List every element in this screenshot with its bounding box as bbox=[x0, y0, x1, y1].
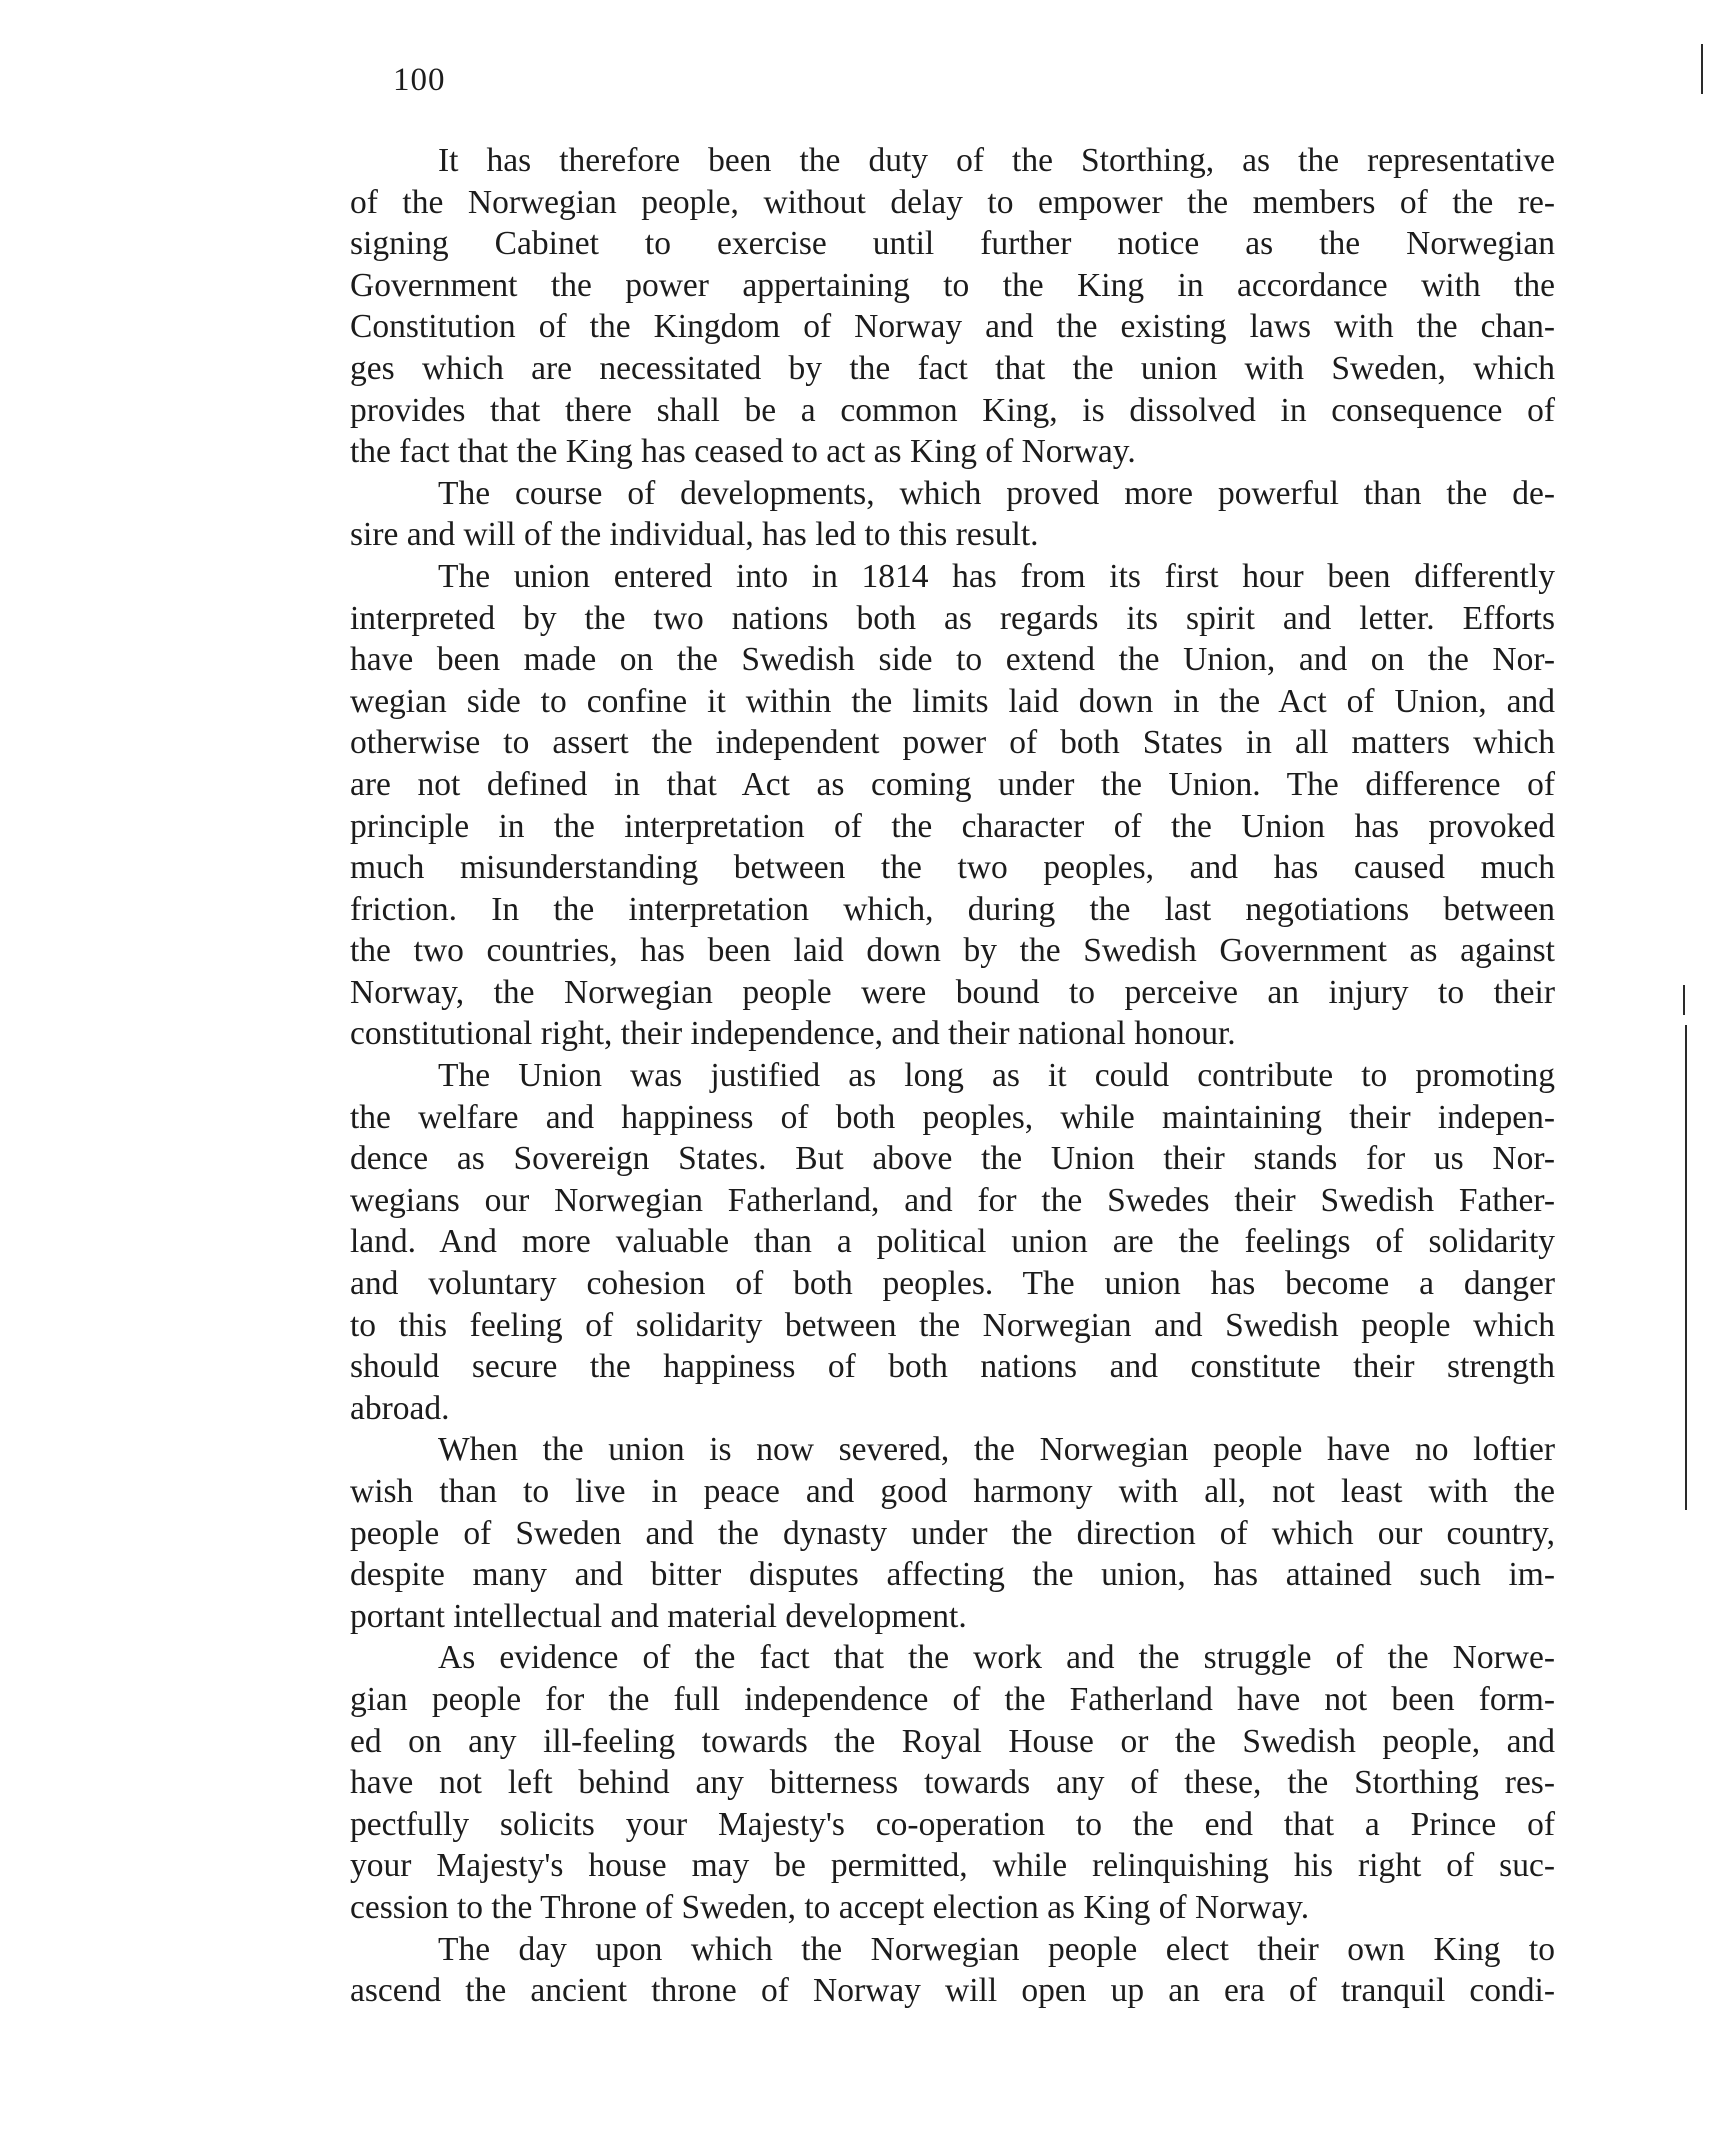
text-line: signing Cabinet to exercise until further notice as the Norwegian bbox=[350, 225, 1555, 263]
margin-line-mid-small bbox=[1683, 985, 1685, 1015]
paragraph bbox=[350, 1637, 1555, 1928]
text-line: Norway, the Norwegian people were bound to perceive an injury to their bbox=[350, 973, 1555, 1011]
text-line: interpreted by the two nations both as regards its spirit and letter. Efforts bbox=[350, 599, 1555, 637]
text-line: When the union is now severed, the Norwegian people have no loftier bbox=[438, 1431, 1555, 1469]
text-line: are not defined in that Act as coming under the Union. The difference of bbox=[350, 765, 1555, 803]
paragraph bbox=[350, 1429, 1555, 1637]
text-line: despite many and bitter disputes affecting the union, has attained such im- bbox=[350, 1556, 1555, 1594]
text-line: should secure the happiness of both nations and constitute their strength bbox=[350, 1348, 1555, 1386]
text-line: wegian side to confine it within the limits laid down in the Act of Union, and bbox=[350, 682, 1555, 720]
text-line: The union entered into in 1814 has from its first hour been differently bbox=[438, 557, 1555, 595]
text-line: dence as Sovereign States. But above the Union their stands for us Nor- bbox=[350, 1140, 1555, 1178]
text-line: have been made on the Swedish side to extend the Union, and on the Nor- bbox=[350, 641, 1555, 679]
text-line: to this feeling of solidarity between the Norwegian and Swedish people which bbox=[350, 1306, 1555, 1344]
margin-line-top bbox=[1701, 44, 1703, 94]
text-line: constitutional right, their independence, and their national honour. bbox=[350, 1015, 1236, 1053]
text-line: land. And more valuable than a political union are the feelings of solidarity bbox=[350, 1223, 1555, 1261]
text-line: provides that there shall be a common King, is dissolved in consequence of bbox=[350, 391, 1555, 429]
margin-line-mid bbox=[1685, 1025, 1687, 1510]
paragraph bbox=[350, 556, 1555, 1055]
text-line: people of Sweden and the dynasty under the direction of which our country, bbox=[350, 1514, 1555, 1552]
text-line: ges which are necessitated by the fact that the union with Sweden, which bbox=[350, 349, 1555, 387]
text-line: ed on any ill-feeling towards the Royal House or the Swedish people, and bbox=[350, 1722, 1555, 1760]
text-line: ascend the ancient throne of Norway will open up an era of tranquil condi- bbox=[350, 1972, 1555, 2010]
text-line: principle in the interpretation of the character of the Union has provoked bbox=[350, 807, 1555, 845]
text-line: portant intellectual and material development. bbox=[350, 1597, 967, 1635]
text-line: wegians our Norwegian Fatherland, and for the Swedes their Swedish Father- bbox=[350, 1181, 1555, 1219]
text-line: friction. In the interpretation which, during the last negotiations between bbox=[350, 890, 1555, 928]
text-line: much misunderstanding between the two peoples, and has caused much bbox=[350, 849, 1555, 887]
text-line: The day upon which the Norwegian people elect their own King to bbox=[438, 1930, 1555, 1968]
page-number: 100 bbox=[393, 62, 446, 98]
text-line: As evidence of the fact that the work and the struggle of the Norwe- bbox=[438, 1639, 1555, 1677]
body-text bbox=[350, 140, 1555, 2012]
text-line: have not left behind any bitterness towards any of these, the Storthing res- bbox=[350, 1764, 1555, 1802]
paragraph bbox=[350, 473, 1555, 556]
text-line: It has therefore been the duty of the Storthing, as the representative bbox=[438, 142, 1555, 179]
text-line: gian people for the full independence of the Fatherland have not been form- bbox=[350, 1680, 1555, 1718]
text-line: Government the power appertaining to the King in accordance with the bbox=[350, 266, 1555, 304]
text-line: and voluntary cohesion of both peoples. The union has become a danger bbox=[350, 1265, 1555, 1303]
text-line: abroad. bbox=[350, 1389, 450, 1427]
text-line: the two countries, has been laid down by the Swedish Government as against bbox=[350, 932, 1555, 970]
paragraph bbox=[350, 140, 1555, 473]
text-line: otherwise to assert the independent power of both States in all matters which bbox=[350, 724, 1555, 762]
paragraph bbox=[350, 1055, 1555, 1429]
text-line: the welfare and happiness of both peoples, while maintaining their indepen- bbox=[350, 1098, 1555, 1136]
text-line: wish than to live in peace and good harmony with all, not least with the bbox=[350, 1473, 1555, 1510]
text-line: cession to the Throne of Sweden, to accept election as King of Norway. bbox=[350, 1888, 1310, 1926]
text-line: The Union was justified as long as it could contribute to promoting bbox=[438, 1057, 1555, 1095]
text-line: sire and will of the individual, has led to this result. bbox=[350, 516, 1039, 554]
text-line: the fact that the King has ceased to act as King of Norway. bbox=[350, 433, 1136, 471]
text-line: your Majesty's house may be permitted, while relinquishing his right of suc- bbox=[350, 1847, 1555, 1885]
text-line: Constitution of the Kingdom of Norway and the existing laws with the chan- bbox=[350, 308, 1555, 346]
text-line: pectfully solicits your Majesty's co-operation to the end that a Prince of bbox=[350, 1805, 1555, 1843]
text-line: The course of developments, which proved more powerful than the de- bbox=[438, 474, 1555, 512]
text-line: of the Norwegian people, without delay to empower the members of the re- bbox=[350, 183, 1555, 221]
paragraph bbox=[350, 1929, 1555, 2012]
